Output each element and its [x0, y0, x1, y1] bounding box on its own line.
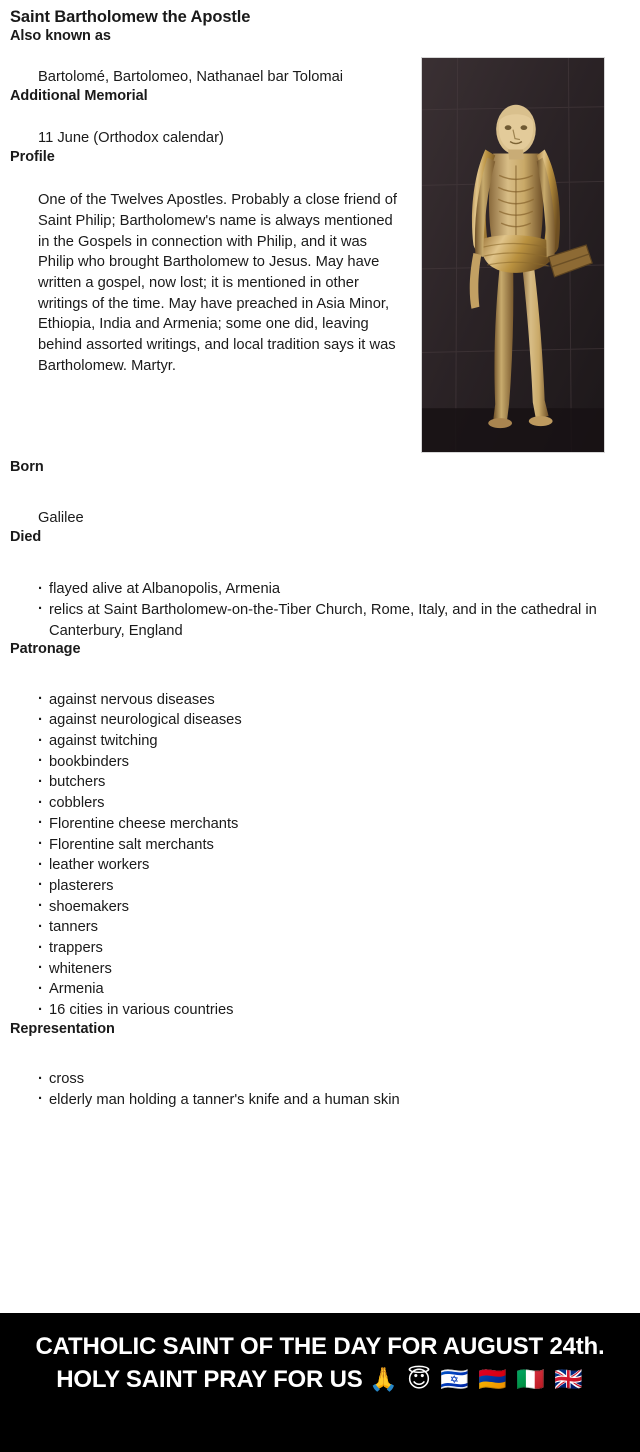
section-heading-also-known-as: Also known as — [10, 27, 111, 44]
also-known-as-value: Bartolomé, Bartolomeo, Nathanael bar Tolomai — [38, 69, 344, 86]
list-item: · butchers — [38, 772, 628, 793]
list-item: · tanners — [38, 917, 628, 938]
list-item: · whiteners — [38, 959, 628, 980]
representation-list — [38, 1069, 628, 1110]
born-value: Galilee — [38, 510, 84, 527]
statue-illustration — [422, 58, 604, 452]
list-item: · against nervous diseases — [38, 690, 628, 711]
list-item: · against neurological diseases — [38, 710, 628, 731]
list-item: · elderly man holding a tanner's knife and a human skin — [38, 1090, 628, 1111]
list-item: · Florentine cheese merchants — [38, 814, 628, 835]
list-item: · shoemakers — [38, 897, 628, 918]
list-item: · Florentine salt merchants — [38, 835, 628, 856]
list-item: · 16 cities in various countries — [38, 1000, 628, 1021]
caption-banner — [0, 1313, 640, 1452]
page-title: Saint Bartholomew the Apostle — [10, 8, 251, 26]
list-item: · plasterers — [38, 876, 628, 897]
additional-memorial-value: 11 June (Orthodox calendar) — [38, 130, 224, 147]
caption-text: CATHOLIC SAINT OF THE DAY FOR AUGUST 24th. HOLY SAINT PRAY FOR US — [35, 1333, 605, 1393]
list-item: · cross — [38, 1069, 628, 1090]
list-item: · bookbinders — [38, 752, 628, 773]
section-heading-additional-memorial: Additional Memorial — [10, 87, 148, 104]
section-heading-profile: Profile — [10, 148, 55, 165]
caption-emoji: 🙏 😇 🇮🇱 🇦🇲 🇮🇹 🇬🇧 — [369, 1367, 584, 1393]
list-item: · relics at Saint Bartholomew-on-the-Tiber Church, Rome, Italy, and in the cathedral in Canterbury, England — [38, 600, 628, 641]
patronage-list — [38, 690, 628, 1021]
list-item: · cobblers — [38, 793, 628, 814]
section-heading-died: Died — [10, 528, 42, 545]
list-item: · leather workers — [38, 855, 628, 876]
list-item: · against twitching — [38, 731, 628, 752]
saint-statue-image — [421, 57, 605, 453]
profile-value: One of the Twelves Apostles. Probably a close friend of Saint Philip; Bartholomew's name is always mentioned in the Gospels in connection with Philip, and it was Philip who brought Bartholomew to Jesus. May have written a gospel, now lost; it is mentioned in other writings of the time. May have preached in Asia Minor, Ethiopia, India and Armenia; some one did, leaving behind assorted writings, and local tradition says it was Bartholomew. Martyr. — [38, 192, 397, 374]
list-item: · Armenia — [38, 979, 628, 1000]
section-heading-born: Born — [10, 458, 44, 475]
died-list — [38, 579, 628, 641]
list-item: · trappers — [38, 938, 628, 959]
list-item: · flayed alive at Albanopolis, Armenia — [38, 579, 628, 600]
section-heading-patronage: Patronage — [10, 641, 81, 658]
section-heading-representation: Representation — [10, 1020, 115, 1037]
